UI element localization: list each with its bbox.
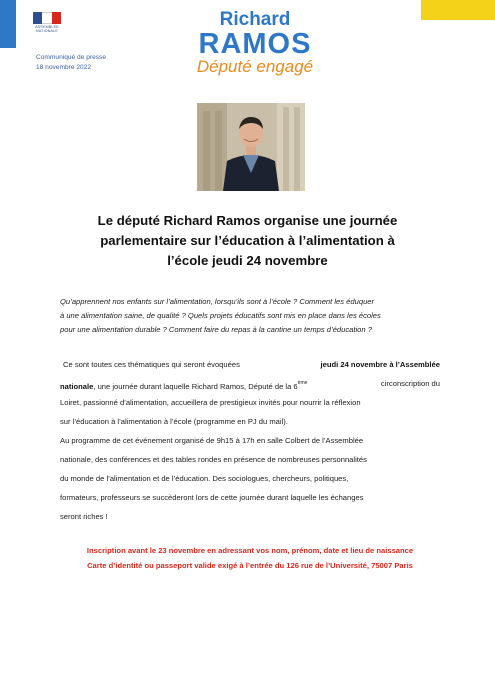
press-label: Communiqué de presse: [36, 54, 107, 61]
left-accent-bar: [0, 0, 16, 48]
assemblee-nationale-logo: [33, 12, 61, 33]
press-release-meta: [36, 53, 106, 73]
body-text-segment: Ce sont toutes ces thématiques qui seront évoquées: [63, 360, 240, 369]
intro-line: pour une alimentation durable ? Comment faire du repas à la cantine un temps d’éducation ?: [60, 325, 372, 334]
body-text-segment: [60, 374, 307, 393]
press-date: 18 novembre 2022: [36, 64, 91, 71]
registration-notice: [60, 543, 440, 573]
body-line: formateurs, professeurs se succèderont lors de cette journée durant laquelle les échanges: [60, 493, 364, 502]
body-text: [60, 355, 440, 526]
body-line: [60, 374, 440, 393]
title-line: l’école jeudi 24 novembre: [167, 253, 328, 268]
richard-ramos-brand-logo: [192, 10, 318, 76]
intro-questions: [60, 295, 440, 337]
intro-line: Qu’apprennent nos enfants sur l’alimentation, lorsqu’ils sont à l’école ? Comment les éduquer: [60, 297, 375, 306]
body-line: seront riches !: [60, 512, 108, 521]
highlighted-venue-text: nationale: [60, 382, 94, 391]
notice-line: Inscription avant le 23 novembre en adressant vos nom, prénom, date et lieu de naissance: [86, 546, 414, 555]
body-line: Loiret, passionné d’alimentation, accueillera de prestigieux invités pour nourrir la réflexion: [60, 398, 361, 407]
portrait-illustration: [197, 103, 305, 191]
notice-line: Carte d’identité ou passeport valide exigé à l’entrée du 126 rue de l’Université, 75007 Paris: [87, 561, 413, 570]
press-release-title: [60, 211, 435, 271]
title-line: parlementaire sur l’éducation à l’alimentation à: [100, 233, 395, 248]
body-text-segment: , une journée durant laquelle Richard Ramos, Député de la 6: [93, 382, 298, 391]
body-text-segment: circonscription du: [380, 379, 440, 388]
brand-last-name: RAMOS: [198, 28, 312, 60]
highlighted-date-text: jeudi 24 novembre à l’Assemblée: [320, 360, 440, 369]
brand-tagline: Député engagé: [196, 57, 314, 76]
portrait-photo: [197, 103, 305, 191]
assemblee-nationale-text: ASSEMBLÉE NATIONALE: [35, 25, 59, 33]
body-line: du monde de l’alimentation et de l’éducation. Des sociologues, chercheurs, politiques,: [60, 474, 349, 483]
right-accent-bar: [421, 0, 495, 20]
body-line: Au programme de cet événement organisé de 9h15 à 17h en salle Colbert de l’Assemblée: [60, 436, 364, 445]
intro-line: à une alimentation saine, de qualité ? Quels projets éducatifs sont mis en place dans les écoles: [60, 311, 381, 320]
body-line: [60, 355, 440, 374]
ordinal-superscript: ème: [297, 380, 308, 386]
body-line: sur l’éducation à l’alimentation à l’école (programme en PJ du mail).: [60, 417, 288, 426]
tricolor-flag-icon: [33, 12, 61, 24]
title-line: Le député Richard Ramos organise une journée: [97, 213, 398, 228]
brand-first-name: Richard: [219, 9, 291, 30]
body-line: nationale, des conférences et des tables rondes en présence de nombreuses personnalités: [60, 455, 367, 464]
